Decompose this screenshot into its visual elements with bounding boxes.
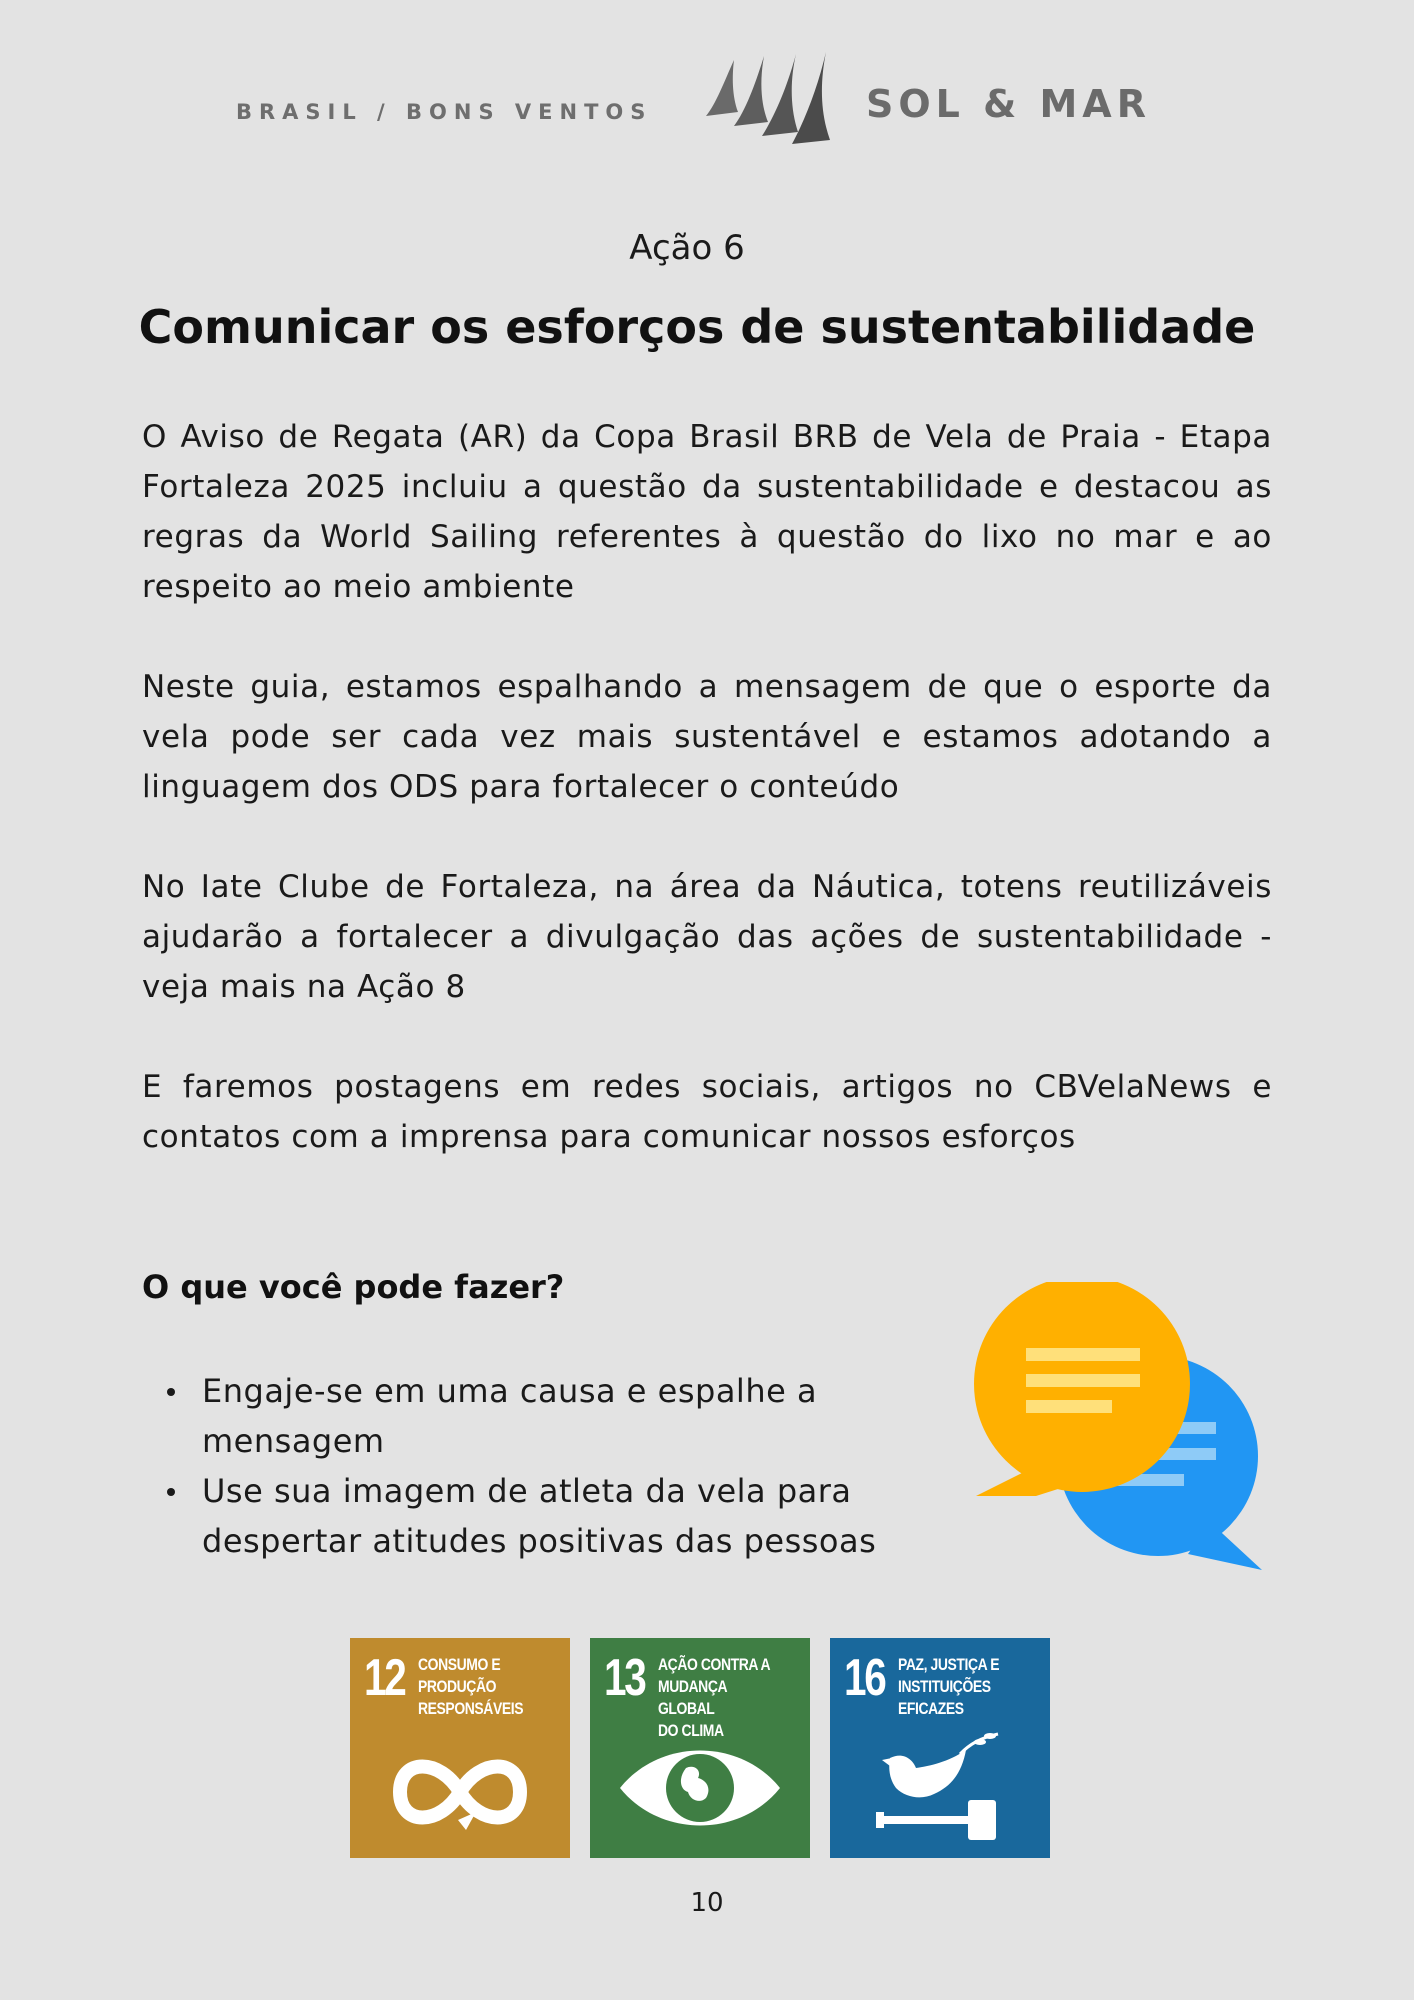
- sdg-number: 16: [844, 1649, 885, 1707]
- paragraph: Neste guia, estamos espalhando a mensagem de que o esporte da vela pode ser cada vez mais sustentável e estamos adotando a linguagem dos ODS para fortalecer o conteúdo: [142, 669, 1272, 805]
- sdg-label: CONSUMO E PRODUÇÃO RESPONSÁVEIS: [418, 1655, 524, 1718]
- page-title: Comunicar os esforços de sustentabilidade: [138, 300, 1256, 354]
- sdg-16-tile: [830, 1638, 1050, 1858]
- page-number: 10: [690, 1888, 724, 1918]
- tagline: BRASIL / BONS VENTOS: [236, 100, 653, 124]
- paragraph: No Iate Clube de Fortaleza, na área da Náutica, totens reutilizáveis ajudarão a fortalecer a divulgação das ações de sustentabilidade - veja mais na Ação 8: [142, 869, 1272, 1005]
- list-item: Use sua imagem de atleta da vela para despertar atitudes positivas das pessoas: [142, 1466, 942, 1566]
- section-heading: O que você pode fazer?: [142, 1268, 565, 1306]
- sdg-icons: [350, 1638, 1050, 1858]
- action-label: Ação 6: [629, 228, 745, 268]
- header: [0, 52, 1414, 152]
- sdg-label: PAZ, JUSTIÇA E INSTITUIÇÕES EFICAZES: [898, 1655, 1000, 1718]
- sdg-13-tile: [590, 1638, 810, 1858]
- sdg-12-tile: [350, 1638, 570, 1858]
- body-text: [142, 412, 1272, 1212]
- list-item: Engaje-se em uma causa e espalhe a mensagem: [142, 1366, 942, 1466]
- sdg-number: 13: [604, 1649, 645, 1707]
- sdg-label: AÇÃO CONTRA A MUDANÇA GLOBAL DO CLIMA: [658, 1655, 771, 1740]
- sdg-number: 12: [364, 1649, 405, 1707]
- chat-bubbles-icon: [970, 1282, 1270, 1572]
- infinity-icon: [350, 1728, 570, 1858]
- brand-name: SOL & MAR: [866, 82, 1151, 126]
- action-list: [142, 1366, 942, 1566]
- paragraph: O Aviso de Regata (AR) da Copa Brasil BRB de Vela de Praia - Etapa Fortaleza 2025 incluiu a questão da sustentabilidade e destacou as regras da World Sailing referentes à questão do lixo no mar e ao respeito ao meio ambiente: [142, 419, 1272, 605]
- sailboat-logo-icon: [706, 52, 830, 148]
- dove-gavel-icon: [830, 1728, 1050, 1858]
- paragraph: E faremos postagens em redes sociais, artigos no CBVelaNews e contatos com a imprensa para comunicar nossos esforços: [142, 1069, 1272, 1155]
- earth-eye-icon: [590, 1728, 810, 1858]
